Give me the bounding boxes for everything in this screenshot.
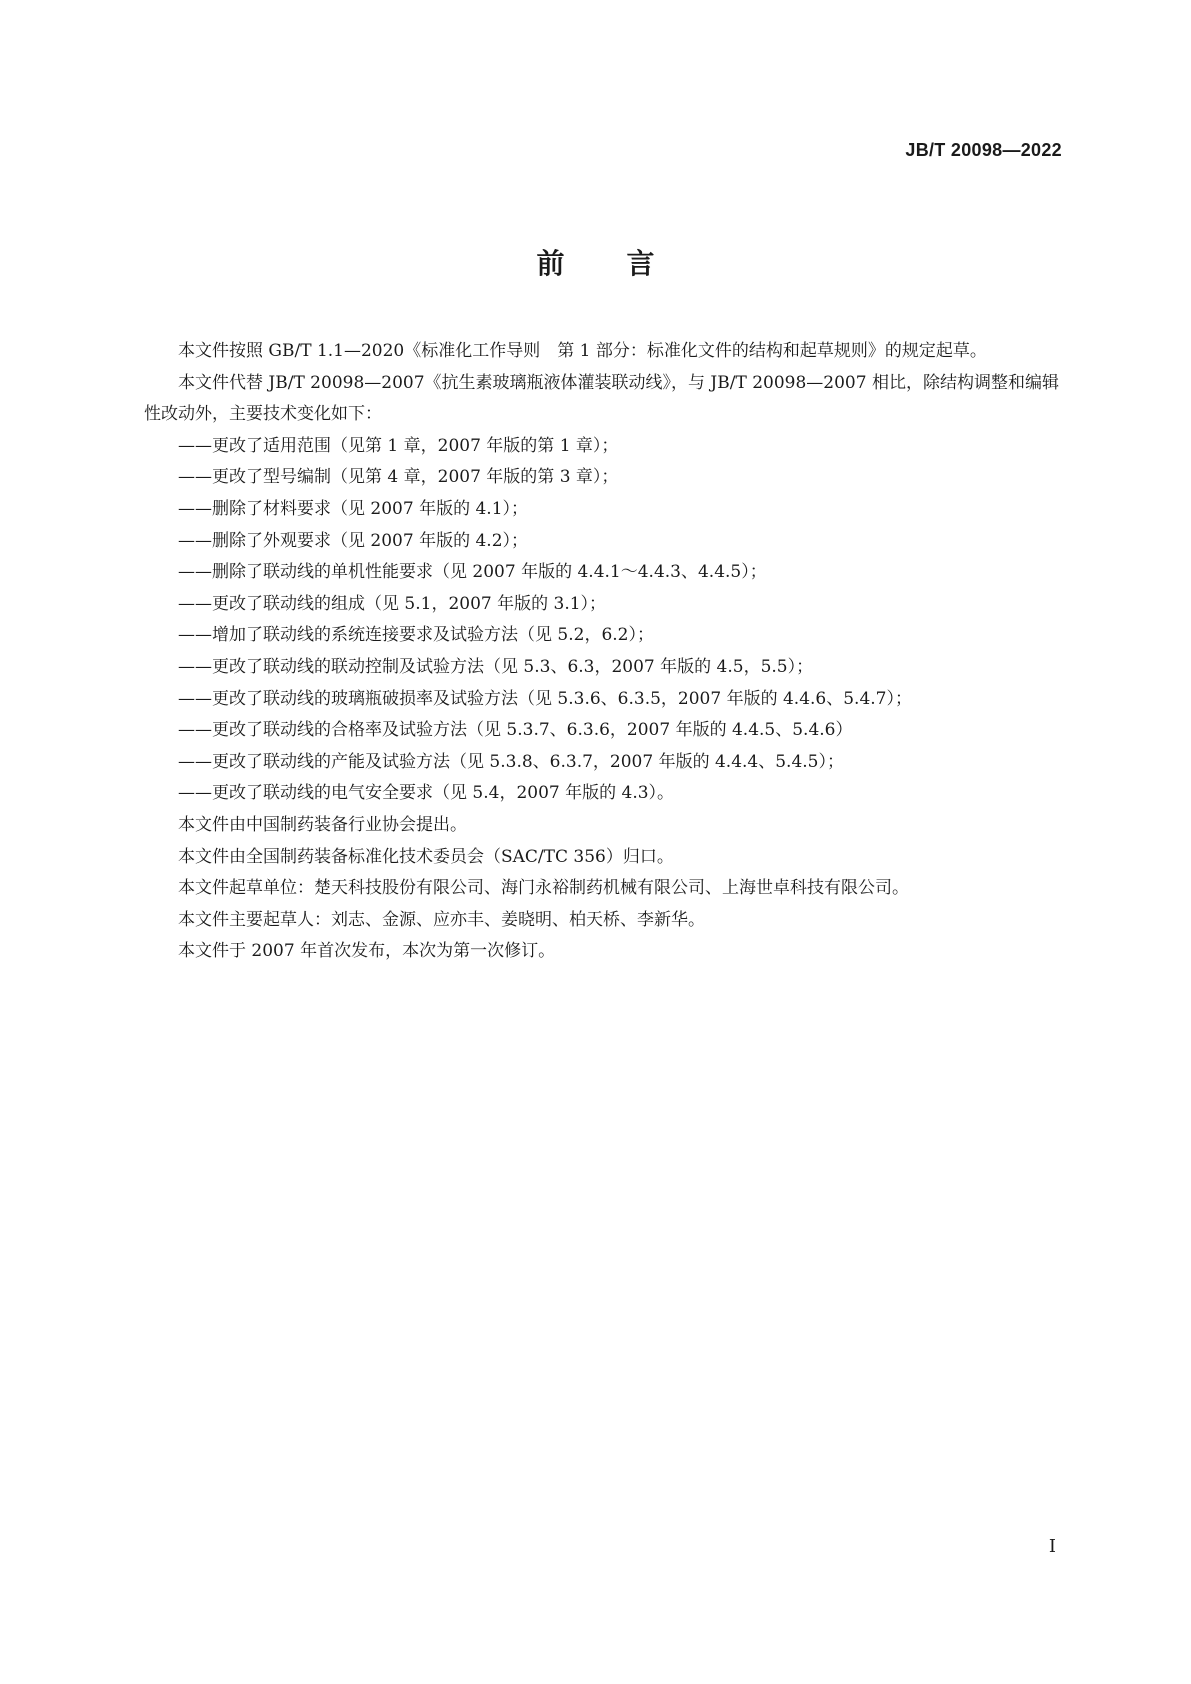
change-item: ——更改了适用范围（见第 1 章，2007 年版的第 1 章）；: [178, 435, 619, 456]
change-item: ——删除了联动线的单机性能要求（见 2007 年版的 4.4.1～4.4.3、4.4.5）；: [178, 562, 767, 583]
change-item: ——更改了联动线的合格率及试验方法（见 5.3.7、6.3.6，2007 年版的 4.4.5、5.4.6）: [178, 720, 853, 741]
change-list: [144, 431, 1061, 810]
page-title: 前言: [536, 247, 717, 280]
document-code: JB/T 20098—2022: [905, 140, 1062, 160]
drafters-paragraph: 本文件主要起草人：刘志、金源、应亦丰、姜晓明、柏天桥、李新华。: [178, 909, 705, 930]
change-item: ——更改了联动线的电气安全要求（见 5.4，2007 年版的 4.3）。: [178, 783, 675, 804]
proposer-paragraph: 本文件由中国制药装备行业协会提出。: [178, 814, 467, 835]
intro-paragraph-1: 本文件按照 GB/T 1.1—2020《标准化工作导则 第 1 部分：标准化文件的结构和起草规则》的规定起草。: [178, 341, 987, 361]
change-item: ——更改了联动线的玻璃瓶破损率及试验方法（见 5.3.6、6.3.5，2007 年版的 4.4.6、5.4.7）；: [178, 688, 912, 709]
change-item: ——删除了材料要求（见 2007 年版的 4.1）；: [178, 498, 529, 519]
intro-paragraph-2: 本文件代替 JB/T 20098—2007《抗生素玻璃瓶液体灌装联动线》，与 JB/T 20098—2007 相比，除结构调整和编辑性改动外，主要技术变化如下：: [144, 372, 1059, 425]
change-item: ——增加了联动线的系统连接要求及试验方法（见 5.2，6.2）；: [178, 625, 654, 646]
foreword-body: [144, 336, 1061, 968]
change-item: ——删除了外观要求（见 2007 年版的 4.2）；: [178, 530, 529, 551]
page-number: I: [1048, 1536, 1056, 1557]
committee-paragraph: 本文件由全国制药装备标准化技术委员会（SAC/TC 356）归口。: [178, 846, 674, 867]
change-item: ——更改了型号编制（见第 4 章，2007 年版的第 3 章）；: [178, 467, 619, 488]
change-item: ——更改了联动线的联动控制及试验方法（见 5.3、6.3，2007 年版的 4.5，5.5）；: [178, 656, 814, 677]
drafting-units-paragraph: 本文件起草单位：楚天科技股份有限公司、海门永裕制药机械有限公司、上海世卓科技有限公司。: [178, 878, 909, 899]
change-item: ——更改了联动线的组成（见 5.1，2007 年版的 3.1）；: [178, 593, 607, 614]
history-paragraph: 本文件于 2007 年首次发布，本次为第一次修订。: [178, 941, 556, 962]
change-item: ——更改了联动线的产能及试验方法（见 5.3.8、6.3.7，2007 年版的 4.4.4、5.4.5）；: [178, 751, 844, 772]
